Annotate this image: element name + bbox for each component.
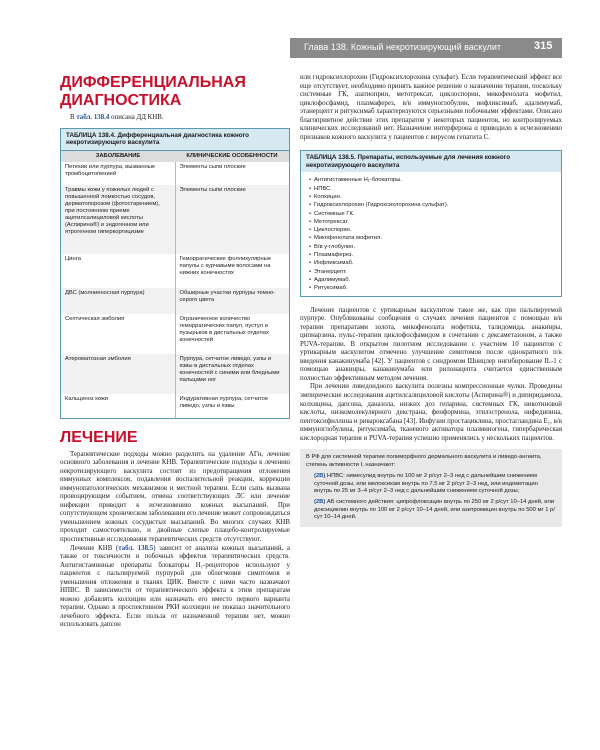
table-cell: Геморрагические фолликулярные папулы с курчавыми волосами на нижних конечностях xyxy=(175,254,290,288)
drug-list xyxy=(301,172,561,295)
table-cell: Элементы сыпи плоские xyxy=(175,185,290,254)
table-cell: Ограниченное количество геморрагических папул, пустул и пузырьков в дистальных отделах конечностей xyxy=(175,314,290,354)
list-item: • Колхицин. xyxy=(309,193,555,201)
paragraph-text: ) зависит от анализа кожных высыпаний, а также от токсичности и побочных эффектов терапевтических средств. Антигистаминные препараты блокаторы H₁-рецепторов используют у пациентов с пальпируемой пурпурой для облегчения симптомов и уменьшения отложения в тканях ЦИК. Вместе с ними часто назначают НПВС. В зависимости от терапевтического эффекта к этим препаратам можно добавлять колхицин или назначать его вместо первого варианта терапии. Однако в проспективном РКИ колхицин не показал значительного лечебного эффекта. Если польза от назначенной терапии нет, можно использовать дапсон xyxy=(60,544,290,629)
table-138-5 xyxy=(300,150,562,296)
box-item-text: НПВС: нимесулид внутрь по 100 мг 2 р/сут 2–3 нед с дальнейшим снижением суточной дозы, или мелоксикам внутрь по 7,5 мг 2 р/сут 2–3 нед, или индометацин внутрь по 25 мг 3–4 р/сут 2–3 нед с дальнейшим снижением суточной дозы; xyxy=(314,473,538,494)
table-row xyxy=(61,162,289,185)
list-item: • Этанерцепт. xyxy=(309,268,555,276)
table-cell: Кальциноз кожи xyxy=(65,395,109,402)
list-item: • Плазмаферез. xyxy=(309,251,555,259)
list-item: • Адалимумаб. xyxy=(309,276,555,284)
list-item: • Антигистаминные H₁-блокаторы. xyxy=(309,176,555,184)
table-cell: Петехии или пурпура, вызванные тромбоцитопенией xyxy=(65,163,156,177)
table-caption: ТАБЛИЦА 138.5. Препараты, используемые для лечения кожного некротизирующего васкулита xyxy=(301,151,561,172)
chapter-title: Глава 138. Кожный некротизирующий васкулит xyxy=(304,42,502,52)
intro-text-end: описана ДД КНВ. xyxy=(109,114,164,121)
table-row xyxy=(61,185,289,254)
urticarial-paragraph: Лечение пациентов с уртикарным васкулитом такое же, как при пальпируемой пурпуре. Опубликованы сообщения о случаях лечения пациентов с помощью в/в терапии препаратами золота, микофенолата мофетила, талидомида, анакинры, ципнарзина, пульс-терапии циклофосфамидом в сочетании с дексаметазоном, а также PUVA-терапии. В открытом пилотном исследовании с участием 10 пациентов с уртикарным васкулитом отмечено улучшение симптомов после однократного п/к введения канакинумаба [42]. У пациентов с синдромом Шницлер ингибирование IL-1 с помощью анакинры, канакинумаба или рилонацепта считается единственным полностью эффективным методом лечения. xyxy=(300,306,562,382)
right-column xyxy=(300,74,562,527)
list-item: • Гидроксихлорохин (Гидроксихлорохина сульфат). xyxy=(309,201,555,209)
list-item: • В/в γ-глобулин. xyxy=(309,243,555,251)
table-cell: Обширные участки пурпуры темно-серого цвета xyxy=(175,288,290,314)
table-138-4 xyxy=(60,128,290,419)
table-row xyxy=(61,354,289,394)
column-header: КЛИНИЧЕСКИЕ ОСОБЕННОСТИ xyxy=(186,152,278,159)
list-item: • НПВС. xyxy=(309,185,555,193)
box-item xyxy=(306,499,556,521)
table-cell: Травмы кожи у пожилых людей с повышенной ломкостью сосудов, дерматопорозом (фотостарением), при постоянном приеме ацетилсалициловой кислоты (Аспирина®) и эндогенном или ятрогенном гиперкортицизме xyxy=(65,186,160,235)
table-cell: Цинга xyxy=(65,255,81,262)
russian-guideline-box xyxy=(300,449,562,526)
running-header xyxy=(290,38,562,58)
box-item xyxy=(306,473,556,495)
box-item-text: АБ системного действия: ципрофлоксацин внутрь по 250 мг 2 р/сут 10–14 дней, или доксициклин внутрь по 100 мг 2 р/сут 10–14 дней, или азитромицин внутрь по 500 мг 1 р/сут 10–14 дней. xyxy=(314,499,555,521)
list-item: • Системные ГК. xyxy=(309,210,555,218)
column-header: ЗАБОЛЕВАНИЕ xyxy=(95,152,141,159)
table-row xyxy=(61,288,289,314)
livedoid-paragraph: При лечении ливедоидного васкулита полезны компрессионные чулки. Проведены эмпирические исследования ацетилсалициловой кислоты (Аспирина®) и дипиридамола, колхицина, дапсона, даназола, низких доз гепарина, системных ГК, никотиновой кислоты, низкомолекулярного декстрана, фенформина, этилэстренола, нифедипина, пентоксифиллина и ривароксабана [43]. Инфузии простациклина, простагландина E₁, в/в иммуноглобулина, ритуксимаба, тканевого активатора плазминогена, гипербарическая кислородная терапия и PUVA-терапия успешно применялись у нескольких пациентов. xyxy=(300,383,562,442)
list-item: • Метотрексат. xyxy=(309,218,555,226)
list-item: • Микофенолата мофетил. xyxy=(309,234,555,242)
table-row xyxy=(61,254,289,288)
table-ref-138-4[interactable]: табл. 138.4 xyxy=(76,114,110,121)
table-cell: Элементы сыпи плоские xyxy=(175,162,290,185)
intro-paragraph xyxy=(60,114,290,123)
table-cell: Индуративная пурпура, сетчатое ливедо, узлы и язвы xyxy=(175,394,290,418)
list-item: • Ритуксимаб. xyxy=(309,284,555,292)
evidence-grade: (2B) xyxy=(314,473,326,480)
page-number: 315 xyxy=(534,40,553,52)
table-cell: Пурпура, сетчатое ливедо, узлы и язвы в дистальных отделах конечностей с синими или бледными пальцами ног xyxy=(175,354,290,394)
section-heading-treatment: ЛЕЧЕНИЕ xyxy=(60,428,138,446)
table-caption: ТАБЛИЦА 138.4. Дифференциальная диагностика кожного некротизирующего васкулита xyxy=(61,129,289,150)
intro-text: В xyxy=(70,114,77,121)
table-ref-138-5[interactable]: табл. 138.5 xyxy=(118,544,154,552)
table-row xyxy=(61,394,289,418)
section-heading-differential: ДИФФЕРЕНЦИАЛЬНАЯ ДИАГНОСТИКА xyxy=(60,74,246,109)
treatment-paragraph-2 xyxy=(60,545,290,630)
table-cell: Атероматозная эмболия xyxy=(65,355,131,362)
table-header xyxy=(61,150,289,162)
continued-paragraph: или гидроксихлорохин (Гидроксихлорохина сульфат). Если терапевтический эффект все еще отсутствует, необходимо принять важное решение о назначении терапии, поскольку системные ГК, азатиоприн, метотрексат, циклоспорин, микофенолата мофетил, циклофосфамид, плазмаферез, в/в иммуноглобулин, инфликсимаб, адалимумаб, этанерцепт и ритуксимаб характеризуются серьезными побочными эффектами. Описано благоприятное действие этих препаратов у некоторых пациентов, но контролируемых клинических исследований нет. Назначение интерферона α приводило к исчезновению признаков кожного васкулита у пациентов с вирусом гепатита С. xyxy=(300,74,562,141)
table-cell: ДВС (молниеносная пурпура) xyxy=(65,289,145,296)
left-column xyxy=(60,74,290,630)
list-item: • Инфликсимаб. xyxy=(309,259,555,267)
table-row xyxy=(61,314,289,354)
list-item: • Циклоспорин. xyxy=(309,226,555,234)
treatment-paragraph-1: Терапевтические подходы можно разделить на удаление АГн, лечение основного заболевания и лечение КНВ. Терапевтические подходы к лечению некротизирующего васкулита состоят из предотвращения отложения иммунных комплексов, подавления воспалительной реакции, коррекции иммунопатологических механизмов и местной терапии. Если сыпь вызвана провоцирующим событием, отмена соответствующих ЛС или лечение инфекции приводит к исчезновению кожных высыпаний. При сопутствующем хроническом заболевании его лечение может сопровождаться уменьшением кожных сосудистых высыпаний. Во многих случаях КНВ проходит самостоятельно, и двойные слепые плацебо-контролируемые проспективные исследования терапевтических средств отсутствуют. xyxy=(60,450,290,544)
table-cell: Септическая эмболия xyxy=(65,315,125,322)
paragraph-text: Лечение КНВ ( xyxy=(70,544,119,552)
box-intro: В РФ для системной терапии полиморфного дермального васкулита и ливедо-ангиита, степень активности I, назначают: xyxy=(306,454,542,468)
evidence-grade: (2B) xyxy=(314,499,326,506)
